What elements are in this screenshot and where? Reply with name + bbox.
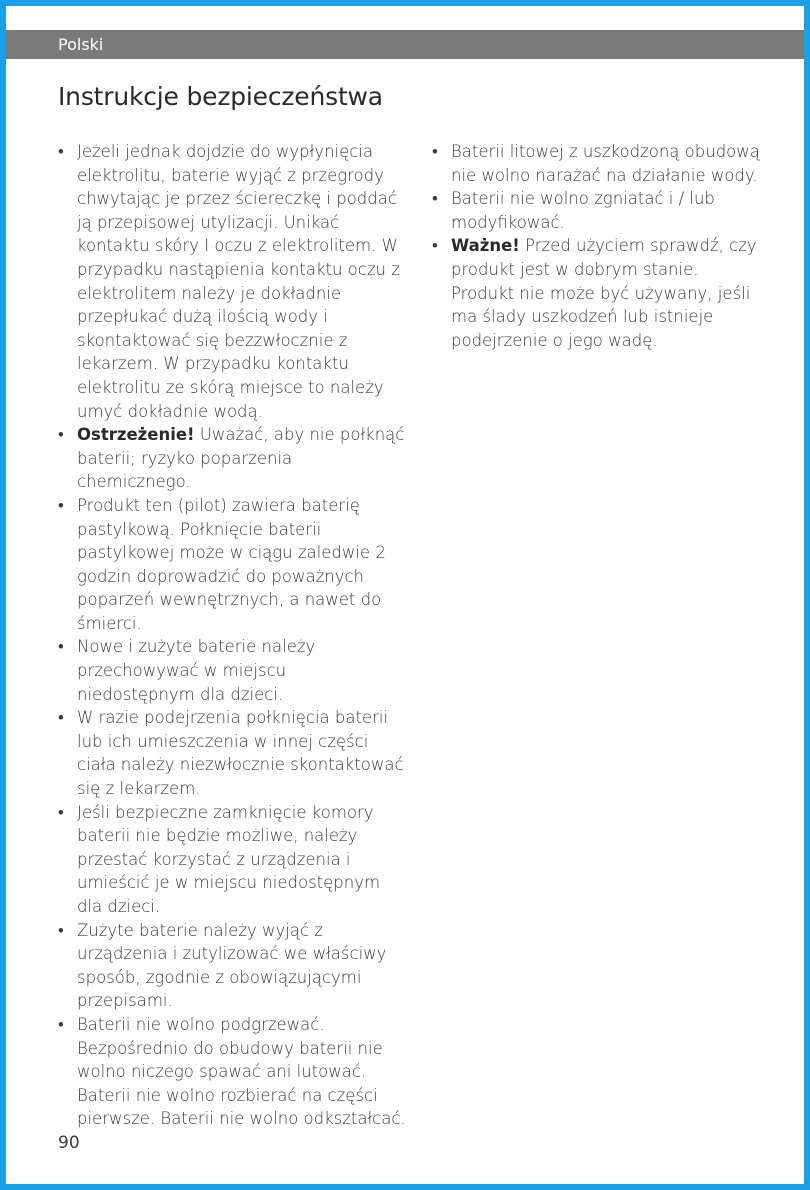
page-title: Instrukcje bezpieczeństwa: [58, 82, 383, 111]
page-number: 90: [58, 1133, 80, 1153]
bullet-icon: •: [432, 142, 438, 161]
list-item: • Jeśli bezpieczne zamknięcie komory baterii nie będzie możliwe, należy przestać korzystać z urządzenia i umieścić je w miejscu niedostępnym dla dzieci.: [58, 802, 381, 916]
list-item: • W razie podejrzenia połknięcia baterii lub ich umieszczenia w innej części ciała należy niezwłocznie skontaktować się z lekarzem.: [58, 708, 404, 799]
list-item: • Jeżeli jednak dojdzie do wypłynięcia elektrolitu, baterie wyjąć z przegrody chwytając je przez ściereczkę i poddać ją przepisowej utylizacji. Unikać kontaktu skóry I oczu z elektrolitem. W przypadku nastąpienia kontaktu oczu z elektrolitem należy je dokładnie przepłukać dużą ilością wody i skontaktować się bezzwłocznie z lekarzem. W przypadku kontaktu elektrolitu ze skórą miejsce to należy umyć dokładnie wodą.: [58, 142, 400, 421]
list-item: • Baterii nie wolno podgrzewać. Bezpośrednio do obudowy baterii nie wolno niczego spawać ani lutować. Baterii nie wolno rozbierać na części pierwsze. Baterii nie wolno odkształcać.: [58, 1014, 406, 1129]
list-item: • Nowe i zużyte baterie należy przechowywać w miejscu niedostępnym dla dzieci.: [58, 637, 316, 704]
language-label: Polski: [58, 35, 104, 54]
important-label: Ważne!: [451, 236, 520, 256]
warning-label: Ostrzeżenie!: [77, 425, 195, 445]
list-item: • Baterii nie wolno zgniatać i / lub modyfikować.: [432, 189, 715, 232]
bullet-icon: •: [58, 637, 64, 657]
language-header: [6, 30, 804, 59]
bullet-icon: •: [58, 425, 64, 445]
list-item: • Produkt ten (pilot) zawiera baterię pastylkową. Połknięcie baterii pastylkowej może w ciągu zaledwie 2 godzin doprowadzić do poważnych poparzeń wewnętrznych, a nawet do śmierci.: [58, 495, 386, 633]
bullet-icon: •: [432, 189, 438, 209]
list-item: • Ważne! Przed użyciem sprawdź, czy produkt jest w dobrym stanie. Produkt nie może być używany, jeśli ma ślady uszkodzeń lub istnieje podejrzenie o jego wadę.: [432, 236, 757, 350]
bullet-icon: •: [58, 920, 64, 940]
bullet-icon: •: [432, 236, 438, 256]
bullet-icon: •: [58, 708, 64, 728]
right-column-list: [432, 140, 762, 352]
list-item: • Baterii litowej z uszkodzoną obudową nie wolno narażać na działanie wody.: [432, 142, 760, 185]
left-column-list: [58, 140, 408, 1131]
bullet-icon: •: [58, 495, 64, 515]
list-item: • Ostrzeżenie! Uważać, aby nie połknąć baterii; ryzyko poparzenia chemicznego.: [58, 425, 405, 492]
list-item: • Zużyte baterie należy wyjąć z urządzenia i zutylizować we właściwy sposób, zgodnie z obowiązującymi przepisami.: [58, 920, 387, 1011]
bullet-icon: •: [58, 1014, 64, 1034]
bullet-icon: •: [58, 802, 64, 822]
bullet-icon: •: [58, 142, 64, 161]
